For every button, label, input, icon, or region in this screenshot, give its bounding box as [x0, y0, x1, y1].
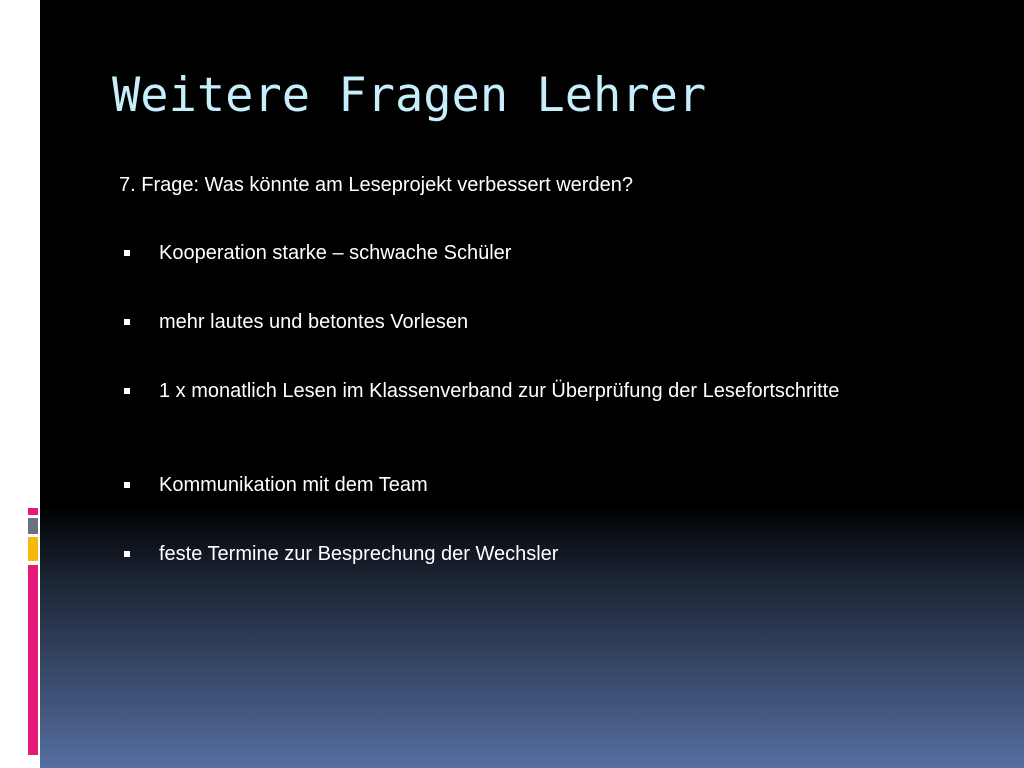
bullet-text: 1 x monatlich Lesen im Klassenverband zur Überprüfung der Lesefortschritte — [159, 380, 840, 402]
slide-title: Weitere Fragen Lehrer — [112, 68, 707, 123]
question-text: 7. Frage: Was könnte am Leseprojekt verbessert werden? — [119, 174, 633, 196]
accent-bar-gray — [28, 518, 38, 534]
square-bullet-icon — [124, 482, 130, 488]
accent-bar-magenta — [28, 565, 38, 755]
bullet-text: mehr lautes und betontes Vorlesen — [159, 311, 469, 333]
left-margin-bar — [0, 0, 40, 768]
bullet-text: Kooperation starke – schwache Schüler — [159, 242, 512, 264]
square-bullet-icon — [124, 250, 130, 256]
square-bullet-icon — [124, 319, 130, 325]
accent-bar-pink — [28, 508, 38, 515]
accent-bar-yellow — [28, 537, 38, 561]
square-bullet-icon — [124, 551, 130, 557]
square-bullet-icon — [124, 388, 130, 394]
bullet-text: Kommunikation mit dem Team — [159, 474, 428, 496]
bullet-text: feste Termine zur Besprechung der Wechsler — [159, 543, 559, 565]
